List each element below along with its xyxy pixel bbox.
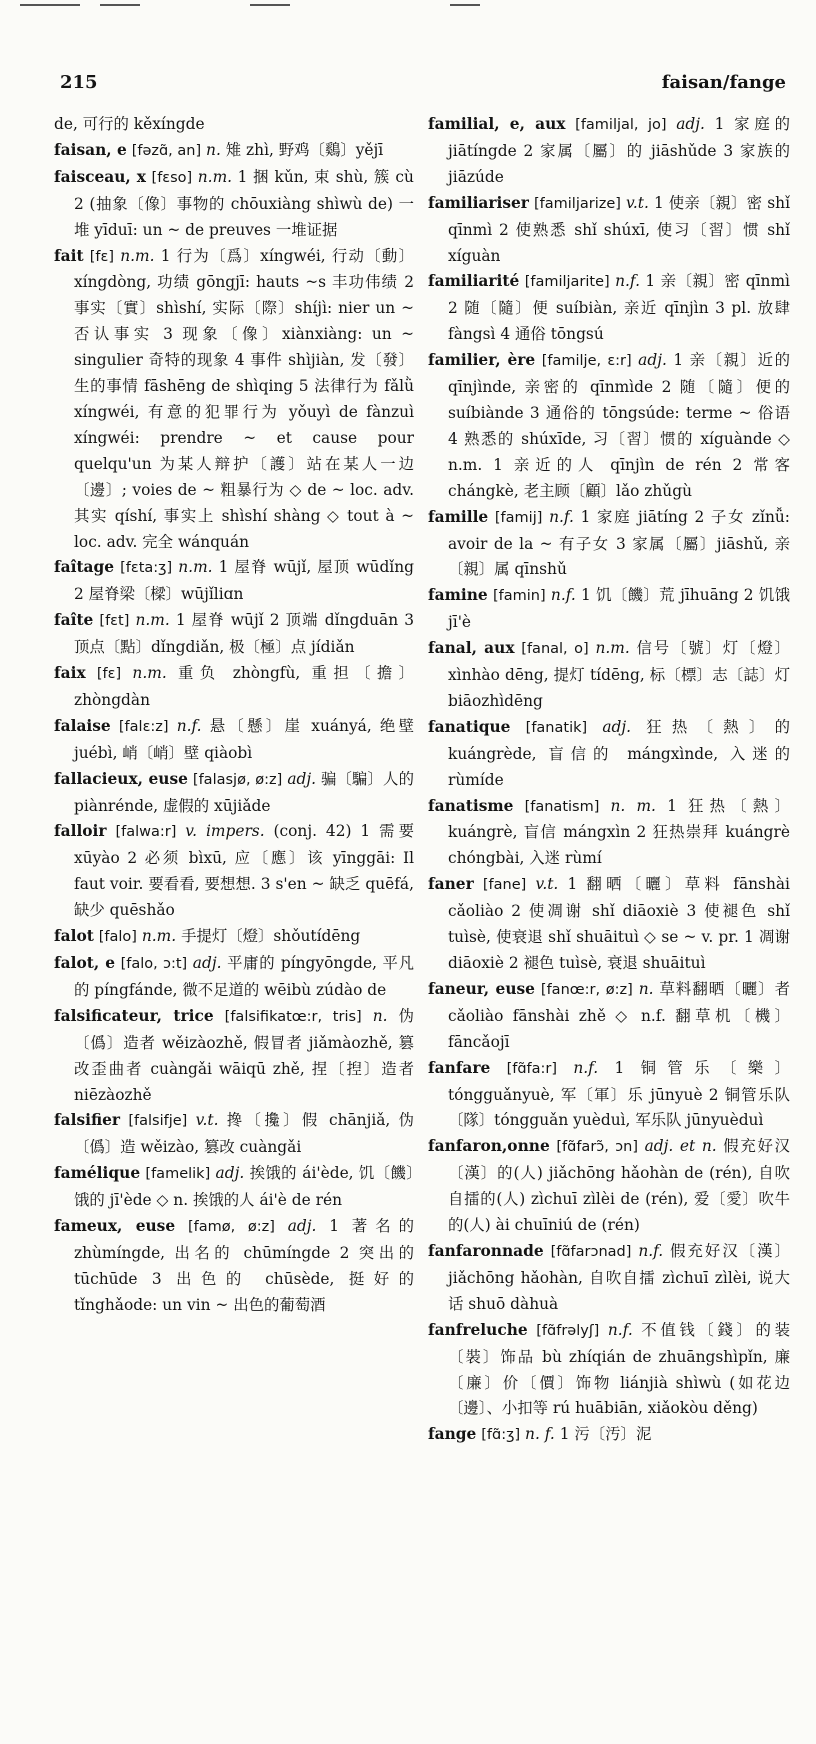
entry-part-of-speech: n.f.	[638, 1241, 664, 1260]
entry-headword: fameux, euse	[54, 1217, 176, 1236]
entry-pronunciation: [fɑ̃:ʒ]	[481, 1427, 521, 1444]
entry-part-of-speech: adj.	[638, 351, 667, 370]
entry-definition: 1 屋脊 wūjǐ, 屋顶 wūdǐng 2 屋脊梁〔樑〕wūjǐliɑn	[74, 558, 414, 604]
entry-definition: 1 家庭 jiātíng 2 子女 zǐnǚ: avoir de la ~ 有子女 3 家属〔屬〕jiāshǔ, 亲〔親〕属 qīnshǔ	[448, 507, 790, 579]
dictionary-entry	[428, 1318, 790, 1423]
entry-headword: falot, e	[54, 954, 115, 972]
entry-pronunciation: [fɑ̃fa:r]	[506, 1060, 558, 1077]
left-column	[54, 112, 414, 1319]
dictionary-entry	[54, 165, 414, 244]
entry-part-of-speech: n.m.	[141, 927, 177, 946]
entry-part-of-speech: adj.	[676, 115, 705, 133]
entry-part-of-speech: n.f.	[615, 272, 640, 291]
dictionary-entry	[428, 715, 790, 794]
entry-part-of-speech: n.	[638, 979, 654, 998]
entry-headword: falsificateur, trice	[54, 1006, 214, 1025]
entry-definition: 挨饿的 ái'ède, 饥〔饑〕饿的 jī'ède ◇ n. 挨饿的人 ái'è de rén	[74, 1164, 414, 1210]
dictionary-entry	[54, 1214, 414, 1319]
entry-part-of-speech: adj.	[602, 717, 632, 736]
entry-pronunciation: [fanatism]	[524, 798, 600, 815]
entry-part-of-speech: n.f.	[607, 1320, 633, 1339]
entry-headword: falot	[54, 927, 94, 946]
dictionary-entry	[54, 112, 414, 138]
dictionary-entry	[54, 1004, 414, 1109]
entry-pronunciation: [famin]	[492, 588, 546, 605]
entry-definition: 不值钱〔錢〕的装〔裝〕饰品 bù zhíqián de zhuāngshìpǐn, 廉〔廉〕价〔價〕饰物 liánjià shìwù (如花边〔邊〕、小扣等 rú huābiān, xiǎokòu děng)	[448, 1320, 790, 1418]
dictionary-entry	[428, 1056, 790, 1135]
entry-definition: 1 铜管乐〔樂〕tóngguǎnyuè, 军〔軍〕乐 jūnyuè 2 铜管乐队〔隊〕tóngguǎn yuèduì, 军乐队 jūnyuèduì	[448, 1058, 790, 1130]
entry-definition: 平庸的 píngyōngde, 平凡的 píngfánde, 微不足道的 wēibù zúdào de	[74, 954, 414, 999]
entry-part-of-speech: v.t.	[535, 875, 559, 894]
right-column	[428, 112, 790, 1449]
entry-part-of-speech: n.m.	[132, 664, 167, 683]
entry-headword: faisceau, x	[54, 167, 146, 186]
entry-headword: falsifier	[54, 1111, 121, 1130]
dictionary-entry	[428, 191, 790, 270]
entry-part-of-speech: adj.	[192, 954, 222, 972]
entry-definition: 1 亲〔親〕近的 qīnjìnde, 亲密的 qīnmìde 2 随〔隨〕便的 suíbiànde 3 通俗的 tōngsúde: terme ~ 俗语 4 熟悉的 shúxīde, 习〔習〕惯的 xíguànde ◇ n.m. 1 亲近的人 qīnjìn de rén 2 常客 chángkè, 老主顾〔顧〕lǎo zhǔgù	[448, 351, 790, 500]
entry-headword: fallacieux, euse	[54, 769, 188, 788]
entry-headword: faneur, euse	[428, 979, 535, 998]
entry-headword: fanal, aux	[428, 639, 515, 658]
dictionary-entry	[428, 977, 790, 1056]
entry-headword: famine	[428, 586, 488, 605]
entry-headword: falloir	[54, 822, 107, 841]
entry-part-of-speech: n.m.	[595, 639, 630, 658]
entry-pronunciation: [falsifje]	[128, 1113, 188, 1130]
entry-headword: famélique	[54, 1164, 141, 1183]
entry-pronunciation: [familjarize]	[534, 195, 621, 212]
entry-headword: faix	[54, 664, 86, 683]
entry-definition: 骗〔騙〕人的 piànrénde, 虚假的 xūjiǎde	[74, 769, 414, 815]
entry-headword: familiarité	[428, 272, 520, 291]
entry-headword: faîtage	[54, 558, 115, 577]
page-number: 215	[60, 72, 98, 93]
entry-definition: 重负 zhòngfù, 重担〔擔〕zhòngdàn	[74, 664, 414, 709]
entry-headword: fanfare	[428, 1058, 491, 1077]
entry-pronunciation: [falwa:r]	[115, 824, 177, 841]
entry-pronunciation: [famij]	[494, 509, 543, 526]
entry-part-of-speech: n.f.	[550, 586, 576, 605]
dictionary-entry	[54, 714, 414, 767]
dictionary-entry	[428, 1239, 790, 1318]
entry-pronunciation: [fɛta:ʒ]	[120, 560, 173, 577]
dictionary-entry	[428, 112, 790, 191]
entry-pronunciation: [fɛ]	[89, 248, 115, 265]
entry-definition: 1 饥〔饑〕荒 jīhuāng 2 饥饿 jī'è	[448, 586, 790, 632]
entry-pronunciation: [fɑ̃frəlyʃ]	[536, 1322, 600, 1339]
entry-pronunciation: [familjarite]	[524, 274, 610, 291]
entry-pronunciation: [famelik]	[145, 1166, 211, 1183]
entry-definition: 假充好汉〔漢〕的(人) jiǎchōng hǎohàn de (rén), 自吹自擂的(人) zìchuī zìlèi de (rén), 爱〔愛〕吹牛的(人) ài chuīniú de (rén)	[448, 1137, 790, 1235]
entry-part-of-speech: v. impers.	[185, 822, 265, 841]
dictionary-entry	[428, 348, 790, 504]
entry-definition: 1 屋脊 wūjǐ 2 顶端 dǐngduān 3 顶点〔點〕dǐngdiǎn, 极〔極〕点 jídiǎn	[74, 611, 414, 657]
entry-part-of-speech: n.f.	[549, 507, 574, 526]
dictionary-entry	[428, 794, 790, 873]
entry-pronunciation: [fanœ:r, ø:z]	[540, 981, 633, 998]
entry-part-of-speech: n.	[372, 1006, 388, 1025]
entry-headword: fange	[428, 1425, 477, 1444]
entry-definition: 1 污〔汚〕泥	[559, 1425, 652, 1444]
dictionary-entry	[54, 951, 414, 1004]
entry-definition: 1 捆 kǔn, 束 shù, 簇 cù 2 (抽象〔像〕事物的 chōuxiàng shìwù de) 一堆 yīduī: un ~ de preuves 一堆证据	[74, 167, 414, 239]
entry-headword: familiariser	[428, 193, 529, 212]
entry-part-of-speech: n.f.	[573, 1058, 599, 1077]
entry-pronunciation: [fɑ̃farɔnad]	[550, 1243, 632, 1260]
entry-part-of-speech: adj.	[215, 1164, 245, 1183]
entry-headword: fanfreluche	[428, 1320, 528, 1339]
entry-definition: de, 可行的 kěxíngde	[54, 115, 205, 133]
entry-definition: 狂热〔熱〕的 kuángrède, 盲信的 mángxìnde, 入迷的 rùmíde	[448, 717, 790, 789]
entry-part-of-speech: n. f.	[525, 1425, 555, 1444]
entry-headword: fanfaron,onne	[428, 1137, 550, 1156]
dictionary-entry	[54, 661, 414, 714]
entry-part-of-speech: adj. et n.	[644, 1137, 717, 1156]
entry-definition: 假充好汉〔漢〕jiǎchōng hǎohàn, 自吹自擂 zìchuī zìlèi, 说大话 shuō dàhuà	[448, 1241, 790, 1313]
entry-part-of-speech: n. m.	[610, 796, 656, 815]
entry-definition: 1 行为〔爲〕xíngwéi, 行动〔動〕xíngdòng, 功绩 gōngjī: hauts ~s 丰功伟绩 2 事实〔實〕shìshí, 实际〔際〕shíjì: nier un ~ 否认事实 3 现象〔像〕xiànxiàng: un ~ singulier 奇特的现象 4 事件 shìjiàn, 发〔發〕生的事情 fāshēng de shìqing 5 法律行为 fǎlǜ xíngwéi, 有意的犯罪行为 yǒuyì de fànzuì xíngwéi: prendre ~ et cause pour quelqu'un 为某人辩护〔護〕站在某人一边〔邊〕; voies de ~ 粗暴行为 ◇ de ~ loc. adv. 其实 qíshí, 事实上 shìshí shàng ◇ tout à ~ loc. adv. 完全 wánquán	[74, 246, 414, 551]
dictionary-entry	[428, 583, 790, 636]
entry-definition: 手提灯〔燈〕shǒutídēng	[181, 927, 361, 946]
entry-pronunciation: [falsifikatœ:r, tris]	[224, 1008, 362, 1025]
entry-pronunciation: [famø, ø:z]	[188, 1219, 275, 1236]
entry-headword: fait	[54, 246, 84, 265]
dictionary-entry	[428, 505, 790, 584]
entry-headword: faîte	[54, 611, 94, 630]
entry-pronunciation: [fanal, o]	[521, 641, 589, 658]
entry-part-of-speech: n.m.	[120, 246, 155, 265]
entry-definition: 搀〔攙〕假 chānjiǎ, 伪〔僞〕造 wěizào, 篡改 cuàngǎi	[74, 1111, 414, 1157]
entry-pronunciation: [familje, ɛ:r]	[541, 353, 632, 370]
top-edge-marks	[0, 0, 816, 14]
entry-pronunciation: [fanatik]	[525, 719, 588, 736]
page-header	[60, 72, 786, 96]
entry-definition: 1 家庭的 jiātíngde 2 家属〔屬〕的 jiāshǔde 3 家族的 jiāzúde	[448, 115, 790, 186]
entry-pronunciation: [falo, ɔ:t]	[120, 956, 188, 972]
dictionary-entry	[54, 1161, 414, 1214]
entry-pronunciation: [familjal, jo]	[575, 117, 667, 133]
dictionary-entry	[54, 767, 414, 820]
entry-part-of-speech: n.f.	[176, 716, 202, 735]
entry-definition: 雉 zhì, 野鸡〔鷄〕yějī	[225, 140, 384, 159]
dictionary-entry	[428, 1422, 790, 1449]
entry-definition: (conj. 42) 1 需要 xūyào 2 必须 bìxū, 应〔應〕该 yīnggāi: Il faut voir. 要看看, 要想想. 3 s'en ~ 缺乏 quēfá, 缺少 quēshǎo	[74, 822, 414, 920]
entry-part-of-speech: n.	[206, 140, 221, 159]
entry-headword: familier, ère	[428, 351, 536, 370]
dictionary-entry	[54, 1108, 414, 1161]
dictionary-entry	[54, 608, 414, 661]
entry-pronunciation: [fɑ̃farɔ̃, ɔn]	[556, 1139, 638, 1156]
dictionary-entry	[428, 872, 790, 977]
entry-pronunciation: [fɛt]	[99, 613, 130, 630]
entry-part-of-speech: n.m.	[197, 167, 233, 186]
entry-pronunciation: [fɛ]	[96, 666, 122, 683]
entry-definition: 1 著名的 zhùmíngde, 出名的 chūmíngde 2 突出的 tūchūde 3 出色的 chūsède, 挺好的 tǐnghǎode: un vin ~ 出色的葡萄酒	[74, 1217, 414, 1314]
entry-headword: familial, e, aux	[428, 115, 566, 133]
entry-part-of-speech: adj.	[287, 769, 317, 788]
dictionary-entry	[54, 555, 414, 608]
entry-pronunciation: [fɛso]	[151, 169, 193, 186]
entry-pronunciation: [falasjø, ø:z]	[192, 771, 283, 788]
entry-definition: 1 使亲〔親〕密 shǐ qīnmì 2 使熟悉 shǐ shúxī, 使习〔習〕惯 shǐ xíguàn	[448, 193, 790, 265]
entry-headword: faner	[428, 875, 474, 894]
entry-part-of-speech: adj.	[287, 1217, 317, 1236]
dictionary-entry	[54, 244, 414, 556]
guide-words: faisan/fange	[661, 72, 786, 93]
dictionary-entry	[428, 269, 790, 348]
entry-definition: 1 狂热〔熱〕kuángrè, 盲信 mángxìn 2 狂热崇拜 kuángrè chóngbài, 入迷 rùmí	[448, 796, 790, 868]
entry-headword: faisan, e	[54, 140, 127, 159]
entry-definition: 1 亲〔親〕密 qīnmì 2 随〔隨〕便 suíbiàn, 亲近 qīnjìn 3 pl. 放肆 fàngsì 4 通俗 tōngsú	[448, 272, 790, 344]
entry-part-of-speech: n.m.	[135, 611, 170, 630]
entry-part-of-speech: v.t.	[195, 1111, 219, 1130]
entry-definition: 草料翻晒〔曬〕者 cǎoliào fānshài zhě ◇ n.f. 翻草机〔機〕fāncǎojī	[448, 979, 790, 1051]
entry-headword: fanfaronnade	[428, 1241, 544, 1260]
entry-part-of-speech: v.t.	[626, 193, 649, 212]
entry-pronunciation: [falɛ:z]	[118, 718, 169, 735]
entry-pronunciation: [fane]	[482, 877, 527, 894]
entry-headword: famille	[428, 507, 489, 526]
entry-headword: fanatique	[428, 717, 511, 736]
entry-pronunciation: [fəzɑ̃, an]	[131, 142, 202, 159]
entry-headword: fanatisme	[428, 796, 514, 815]
entry-definition: 悬〔懸〕崖 xuányá, 绝壁 juébì, 峭〔峭〕壁 qiàobì	[74, 716, 414, 762]
entry-definition: 1 翻晒〔曬〕草料 fānshài cǎoliào 2 使凋谢 shǐ diāoxiè 3 使褪色 shǐ tuìsè, 使衰退 shǐ shuāituì ◇ se ~ v. pr. 1 凋谢 diāoxiè 2 褪色 tuìsè, 衰退 shuāituì	[448, 875, 790, 972]
dictionary-entry	[54, 819, 414, 924]
dictionary-entry	[54, 924, 414, 951]
entry-definition: 伪〔僞〕造者 wěizàozhě, 假冒者 jiǎmàozhě, 篡改歪曲者 cuàngǎi wāiqū zhě, 捏〔揑〕造者 niēzàozhě	[74, 1006, 414, 1104]
entry-part-of-speech: n.m.	[178, 558, 213, 577]
dictionary-entry	[428, 1134, 790, 1239]
dictionary-entry	[428, 636, 790, 715]
dictionary-entry	[54, 138, 414, 165]
entry-pronunciation: [falo]	[98, 929, 137, 946]
entry-definition: 信号〔號〕灯〔燈〕xìnhào dēng, 提灯 tídēng, 标〔標〕志〔誌〕灯 biāozhìdēng	[448, 639, 790, 710]
entry-headword: falaise	[54, 716, 111, 735]
